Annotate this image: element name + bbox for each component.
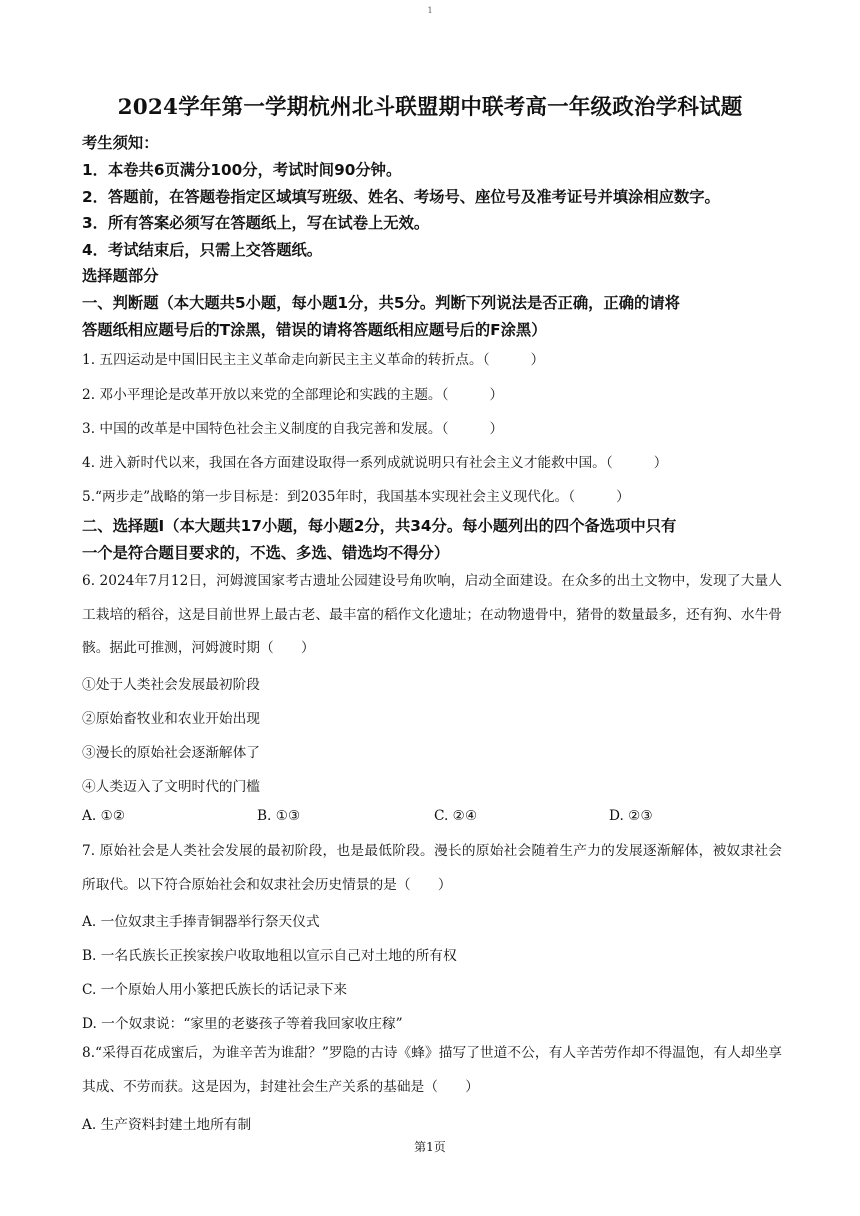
question-3: 3. 中国的改革是中国特色社会主义制度的自我完善和发展。（ ）	[82, 421, 504, 437]
question-5: 5.“两步走”战略的第一步目标是：到2035年时，我国基本实现社会主义现代化。（ ）	[82, 489, 630, 505]
question-7-stem: 7. 原始社会是人类社会发展的最初阶段，也是最低阶段。漫长的原始社会随着生产力的发展逐渐解体，被奴隶社会所取代。以下符合原始社会和奴隶社会历史情景的是（ ）	[82, 843, 782, 893]
question-7-option-d: D. 一个奴隶说：“家里的老婆孩子等着我回家收庄稼”	[82, 1016, 403, 1032]
page-footer: 第1页	[414, 1140, 446, 1154]
part2-heading-line1: 二、选择题Ⅰ（本大题共17小题，每小题2分，共34分。每小题列出的四个备选项中只有	[82, 517, 677, 535]
question-6-item-1: ①处于人类社会发展最初阶段	[82, 677, 260, 693]
question-1: 1. 五四运动是中国旧民主主义革命走向新民主主义革命的转折点。（ ）	[82, 352, 545, 368]
question-7-option-c: C. 一个原始人用小篆把氏族长的话记录下来	[82, 982, 348, 998]
exam-title: 2024学年第一学期杭州北斗联盟期中联考高一年级政治学科试题	[117, 95, 743, 120]
notice-item-2: 2．答题前，在答题卷指定区域填写班级、姓名、考场号、座位号及准考证号并填涂相应数字。	[82, 188, 720, 206]
part1-heading-line1: 一、判断题（本大题共5小题，每小题1分，共5分。判断下列说法是否正确，正确的请将	[82, 294, 680, 312]
notice-item-4: 4．考试结束后，只需上交答题纸。	[82, 241, 323, 259]
question-7-option-b: B. 一名氏族长正挨家挨户收取地租以宣示自己对土地的所有权	[82, 948, 457, 964]
question-6-option-a: A. ①②	[82, 808, 126, 824]
question-6-option-d: D. ②③	[609, 808, 653, 824]
part2-heading-line2: 一个是符合题目要求的，不选、多选、错选均不得分）	[82, 544, 450, 562]
notice-heading: 考生须知：	[82, 134, 159, 152]
question-6-item-4: ④人类迈入了文明时代的门槛	[82, 779, 260, 795]
question-6-stem: 6. 2024年7月12日，河姆渡国家考古遗址公园建设号角吹响，启动全面建设。在众多的出土文物中，发现了大量人工栽培的稻谷，这是目前世界上最古老、最丰富的稻作文化遗址；在动物遗骨中，猪骨的数量最多，还有狗、水牛骨骸。据此可推测，河姆渡时期（ ）	[82, 573, 782, 656]
page-header-mark: 1	[427, 6, 433, 15]
question-4: 4. 进入新时代以来，我国在各方面建设取得一系列成就说明只有社会主义才能救中国。（ ）	[82, 455, 668, 471]
question-6-option-b: B. ①③	[257, 808, 301, 824]
question-8-stem: 8.“采得百花成蜜后，为谁辛苦为谁甜？”罗隐的古诗《蜂》描写了世道不公，有人辛苦劳作却不得温饱，有人却坐享其成、不劳而获。这是因为，封建社会生产关系的基础是（ ）	[82, 1045, 782, 1095]
notice-item-1: 1．本卷共6页满分100分，考试时间90分钟。	[82, 161, 402, 179]
notice-item-3: 3．所有答案必须写在答题纸上，写在试卷上无效。	[82, 214, 430, 232]
question-6-item-2: ②原始畜牧业和农业开始出现	[82, 711, 260, 727]
part1-heading-line2: 答题纸相应题号后的T涂黑，错误的请将答题纸相应题号后的F涂黑）	[82, 321, 547, 339]
question-6-option-c: C. ②④	[434, 808, 478, 824]
section-heading-choice: 选择题部分	[82, 267, 159, 285]
question-6-item-3: ③漫长的原始社会逐渐解体了	[82, 745, 260, 761]
question-2: 2. 邓小平理论是改革开放以来党的全部理论和实践的主题。（ ）	[82, 387, 504, 403]
question-8-option-a: A. 生产资料封建土地所有制	[82, 1117, 252, 1133]
question-7-option-a: A. 一位奴隶主手捧青铜器举行祭天仪式	[82, 914, 320, 930]
